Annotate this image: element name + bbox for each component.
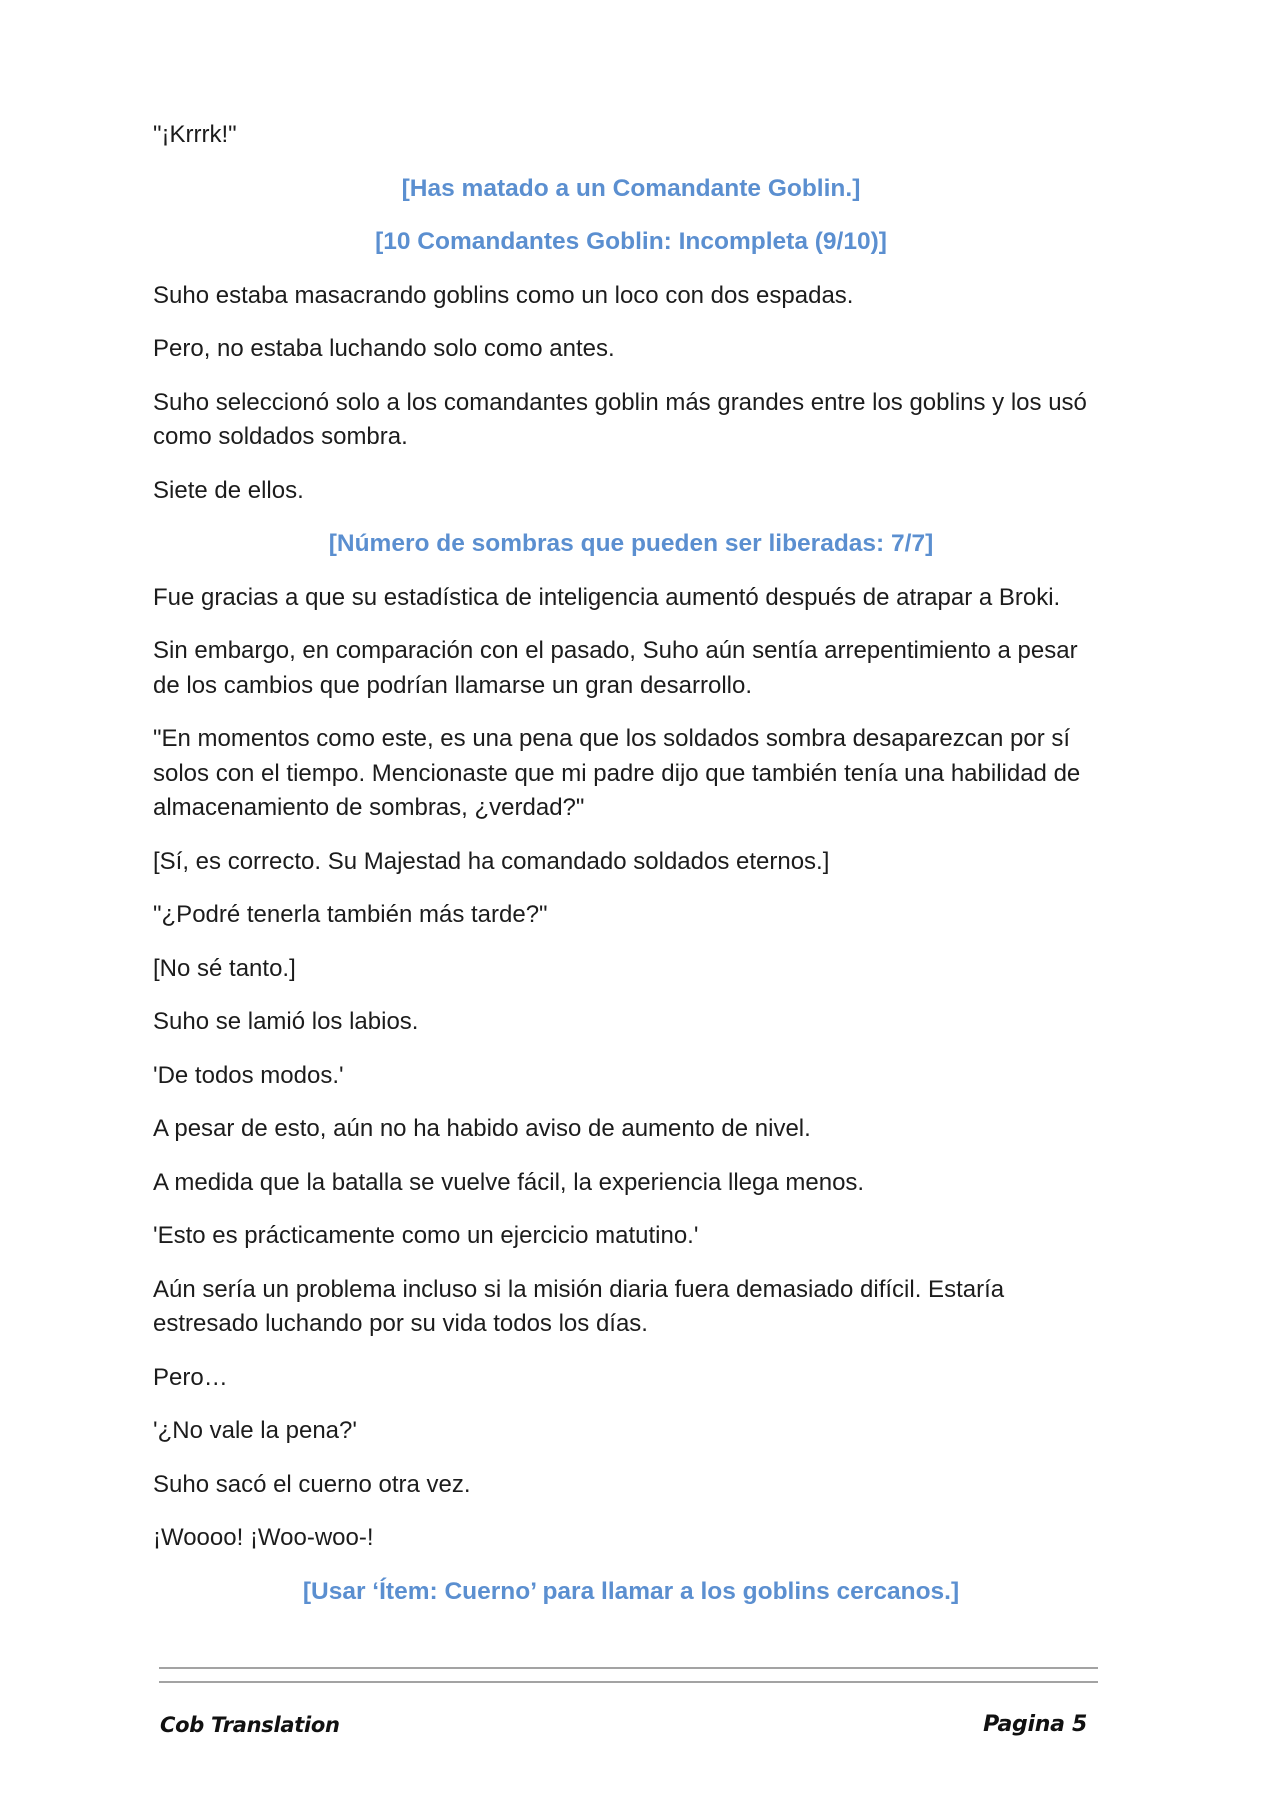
footer-divider-bottom — [159, 1681, 1098, 1683]
system-message: [10 Comandantes Goblin: Incompleta (9/10)] — [375, 228, 887, 255]
document-body — [153, 118, 1093, 1628]
paragraph: Suho sacó el cuerno otra vez. — [153, 1470, 471, 1498]
paragraph: [No sé tanto.] — [153, 954, 296, 982]
system-message: [Número de sombras que pueden ser liberadas: 7/7] — [328, 530, 934, 557]
paragraph: ¡Woooo! ¡Woo-woo-! — [153, 1524, 374, 1551]
footer-page-number: Pagina 5 — [983, 1712, 1087, 1737]
paragraph: '¿No vale la pena?' — [153, 1417, 357, 1444]
paragraph: "¿Podré tenerla también más tarde?" — [153, 901, 548, 928]
paragraph: 'Esto es prácticamente como un ejercicio matutino.' — [153, 1222, 699, 1249]
footer-translator-credit: Cob Translation — [160, 1713, 340, 1737]
paragraph: A pesar de esto, aún no ha habido aviso de aumento de nivel. — [153, 1115, 811, 1142]
footer-divider-top — [159, 1667, 1098, 1669]
paragraph: Suho estaba masacrando goblins como un loco con dos espadas. — [153, 281, 854, 309]
paragraph: "En momentos como este, es una pena que los soldados sombra desaparezcan por sí solos con el tiempo. Mencionaste que mi padre dijo que también tenía una habilidad de almacenamiento de sombras, ¿verdad?" — [153, 725, 1081, 821]
paragraph: Pero, no estaba luchando solo como antes. — [153, 335, 615, 362]
paragraph: "¡Krrrk!" — [153, 121, 237, 148]
paragraph: Sin embargo, en comparación con el pasado, Suho aún sentía arrepentimiento a pesar de los cambios que podrían llamarse un gran desarrollo. — [153, 637, 1078, 699]
system-message: [Usar ‘Ítem: Cuerno’ para llamar a los goblins cercanos.] — [302, 1577, 960, 1605]
system-message: [Has matado a un Comandante Goblin.] — [401, 174, 861, 202]
paragraph: Suho seleccionó solo a los comandantes goblin más grandes entre los goblins y los usó como soldados sombra. — [153, 388, 1087, 450]
paragraph: Suho se lamió los labios. — [153, 1008, 419, 1035]
paragraph: Siete de ellos. — [153, 476, 304, 504]
paragraph: Aún sería un problema incluso si la misión diaria fuera demasiado difícil. Estaría estresado luchando por su vida todos los días. — [153, 1275, 1005, 1337]
paragraph: A medida que la batalla se vuelve fácil, la experiencia llega menos. — [153, 1168, 865, 1196]
paragraph: 'De todos modos.' — [153, 1061, 344, 1089]
paragraph: [Sí, es correcto. Su Majestad ha comandado soldados eternos.] — [153, 847, 830, 875]
paragraph: Pero… — [153, 1363, 228, 1391]
paragraph: Fue gracias a que su estadística de inteligencia aumentó después de atrapar a Broki. — [153, 583, 1061, 611]
